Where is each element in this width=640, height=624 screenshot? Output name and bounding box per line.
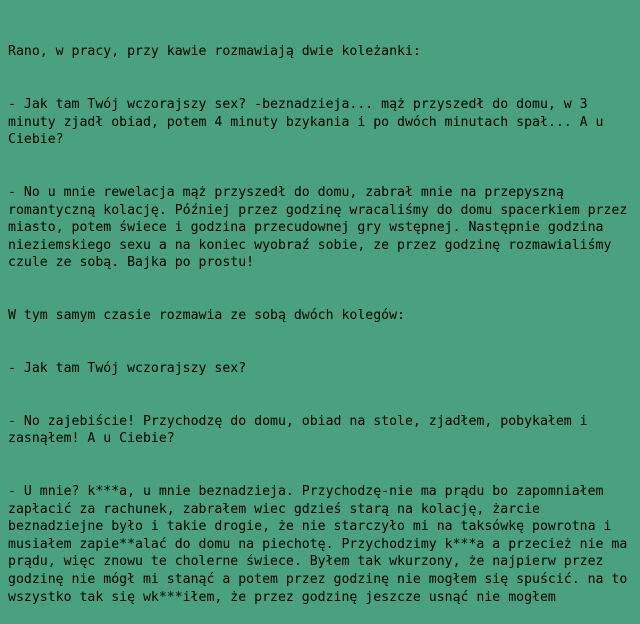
joke-paragraph: - Jak tam Twój wczorajszy sex? (8, 360, 247, 376)
joke-paragraph: - No zajebiście! Przychodzę do domu, obiad na stole, zjadłem, pobykałem i zasnąłem! A u Ciebie? (8, 413, 596, 447)
joke-paragraph: - No u mnie rewelacja mąż przyszedł do domu, zabrał mnie na przepyszną romantyczną kolację. Później przez godzinę wracaliśmy do domu spacerkiem przez miasto, potem świece i godzina przecudownej gry wstępnej. Następnie godzina nieziemskiego sexu a na koniec wyobraź sobie, ze przez godzinę rozmawialiśmy czule ze sobą. Bajka po prostu! (8, 184, 636, 271)
joke-paragraph: - Jak tam Twój wczorajszy sex? -beznadzieja... mąż przyszedł do domu, w 3 minuty zjadł obiad, potem 4 minuty bzykania i po dwóch minutach spał... A u Ciebie? (8, 96, 612, 148)
joke-paragraph: W tym samym czasie rozmawia ze sobą dwóch kolegów: (8, 308, 405, 324)
joke-paragraph: - U mnie? k***a, u mnie beznadzieja. Przychodzę-nie ma prądu bo zapomniałem zapłacić za rachunek, zabrałem wiec gdzieś starą na kolację, żarcie beznadziejne było i takie drogie, że nie starczyło mi na taksówkę powrotna i musiałem zapie**alać do domu na piechotę. Przychodzimy k***a a przecież nie ma prądu, więc znowu te cholerne świece. Byłem tak wkurzony, że najpierw przez godzinę nie mógł mi stanąć a potem przez godzinę nie mogłem się spuścić. na to wszystko tak się wk***iłem, że przez godzinę jeszcze usnąć nie mogłem (8, 484, 636, 605)
joke-paragraph: Rano, w pracy, przy kawie rozmawiają dwie koleżanki: (8, 44, 421, 60)
